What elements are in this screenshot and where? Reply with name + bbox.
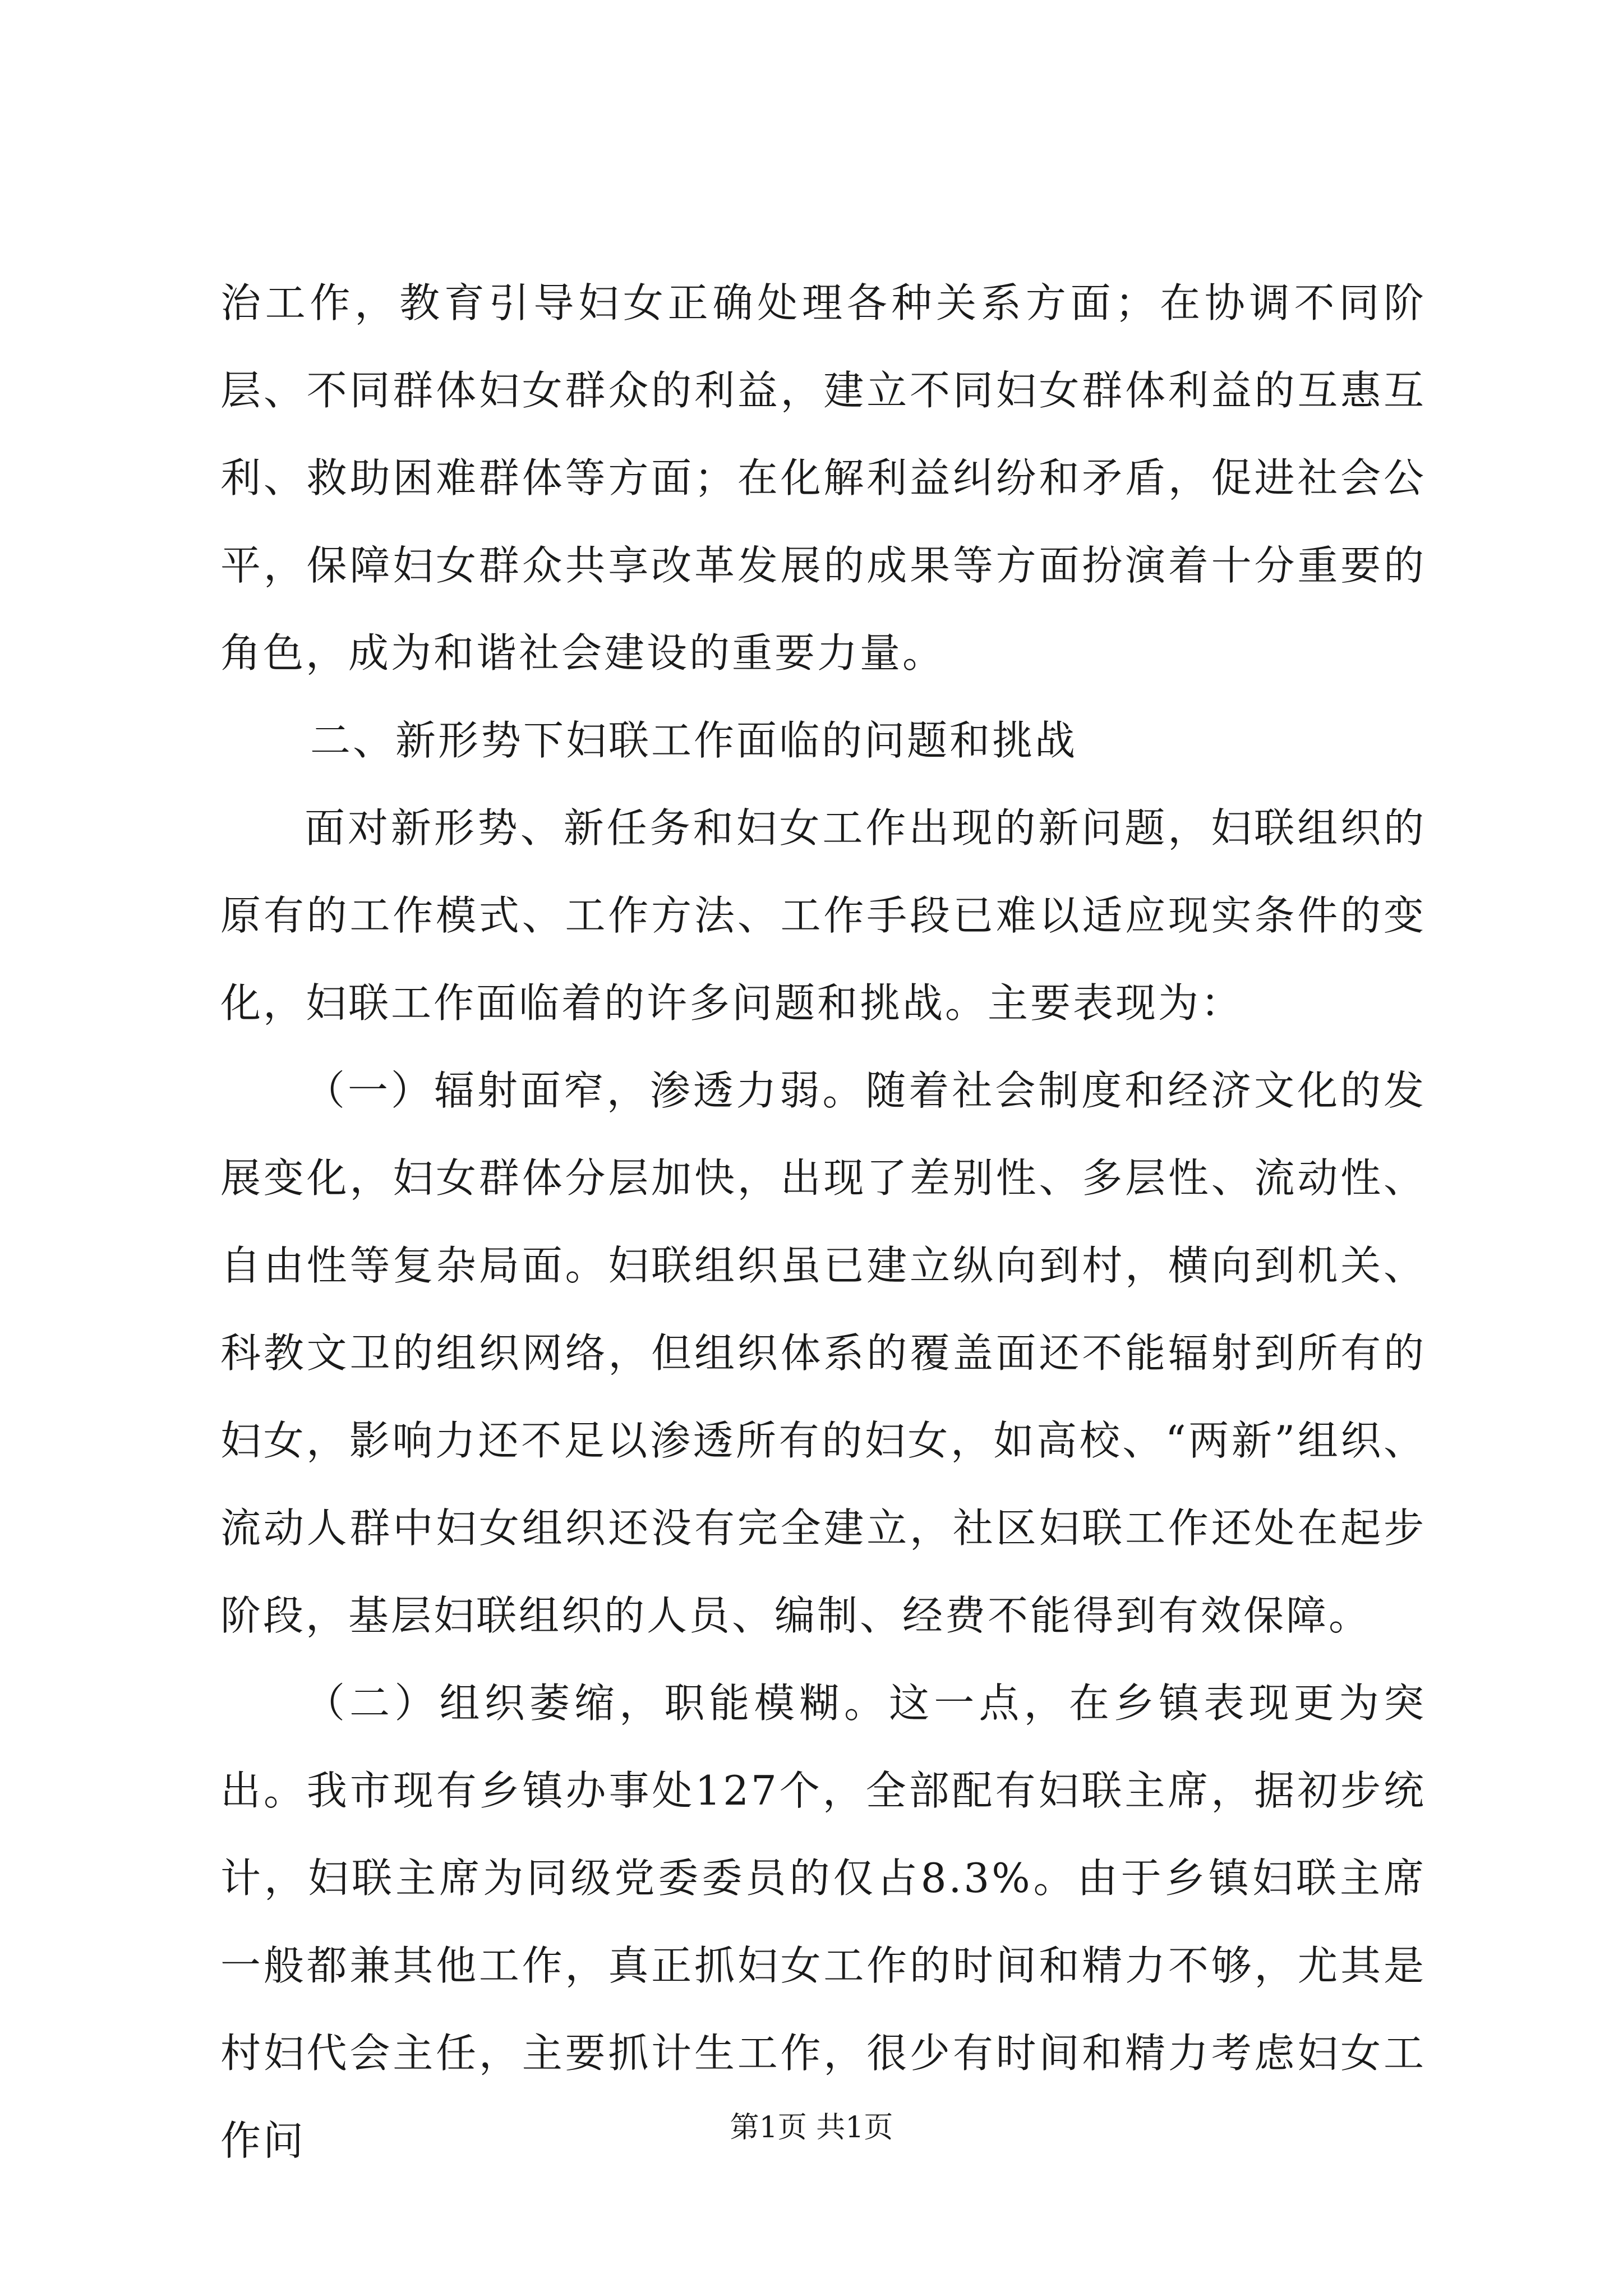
- section-heading: 二、新形势下妇联工作面临的问题和挑战: [310, 717, 1078, 764]
- paragraph-continuation: 治工作，教育引导妇女正确处理各种关系方面；在协调不同阶层、不同群体妇女群众的利益，建立不同妇女群体利益的互惠互利、救助困难群体等方面；在化解利益纠纷和矛盾，促进社会公平，保障妇女群众共享改革发展的成果等方面扮演着十分重要的角色，成为和谐社会建设的重要力量。: [220, 279, 1426, 677]
- paragraph-item-1: （一）辐射面窄，渗透力弱。随着社会制度和经济文化的发展变化，妇女群体分层加快，出现了差别性、多层性、流动性、自由性等复杂局面。妇联组织虽已建立纵向到村，横向到机关、科教文卫的组织网络，但组织体系的覆盖面还不能辐射到所有的妇女，影响力还不足以渗透所有的妇女，如高校、“两新”组织、流动人群中妇女组织还没有完全建立，社区妇联工作还处在起步阶段，基层妇联组织的人员、编制、经费不能得到有效保障。: [220, 1067, 1426, 1639]
- paragraph-intro: 面对新形势、新任务和妇女工作出现的新问题，妇联组织的原有的工作模式、工作方法、工作手段已难以适应现实条件的变化，妇联工作面临着的许多问题和挑战。主要表现为：: [220, 804, 1426, 1027]
- page-footer: 第1页 共1页: [730, 2111, 893, 2145]
- document-body: [220, 259, 1426, 2184]
- paragraph-item-2: （二）组织萎缩，职能模糊。这一点，在乡镇表现更为突出。我市现有乡镇办事处127个，全部配有妇联主席，据初步统计，妇联主席为同级党委委员的仅占8.3%。由于乡镇妇联主席一般都兼其他工作，真正抓妇女工作的时间和精力不够，尤其是村妇代会主任，主要抓计生工作，很少有时间和精力考虑妇女工作问: [220, 1680, 1426, 2164]
